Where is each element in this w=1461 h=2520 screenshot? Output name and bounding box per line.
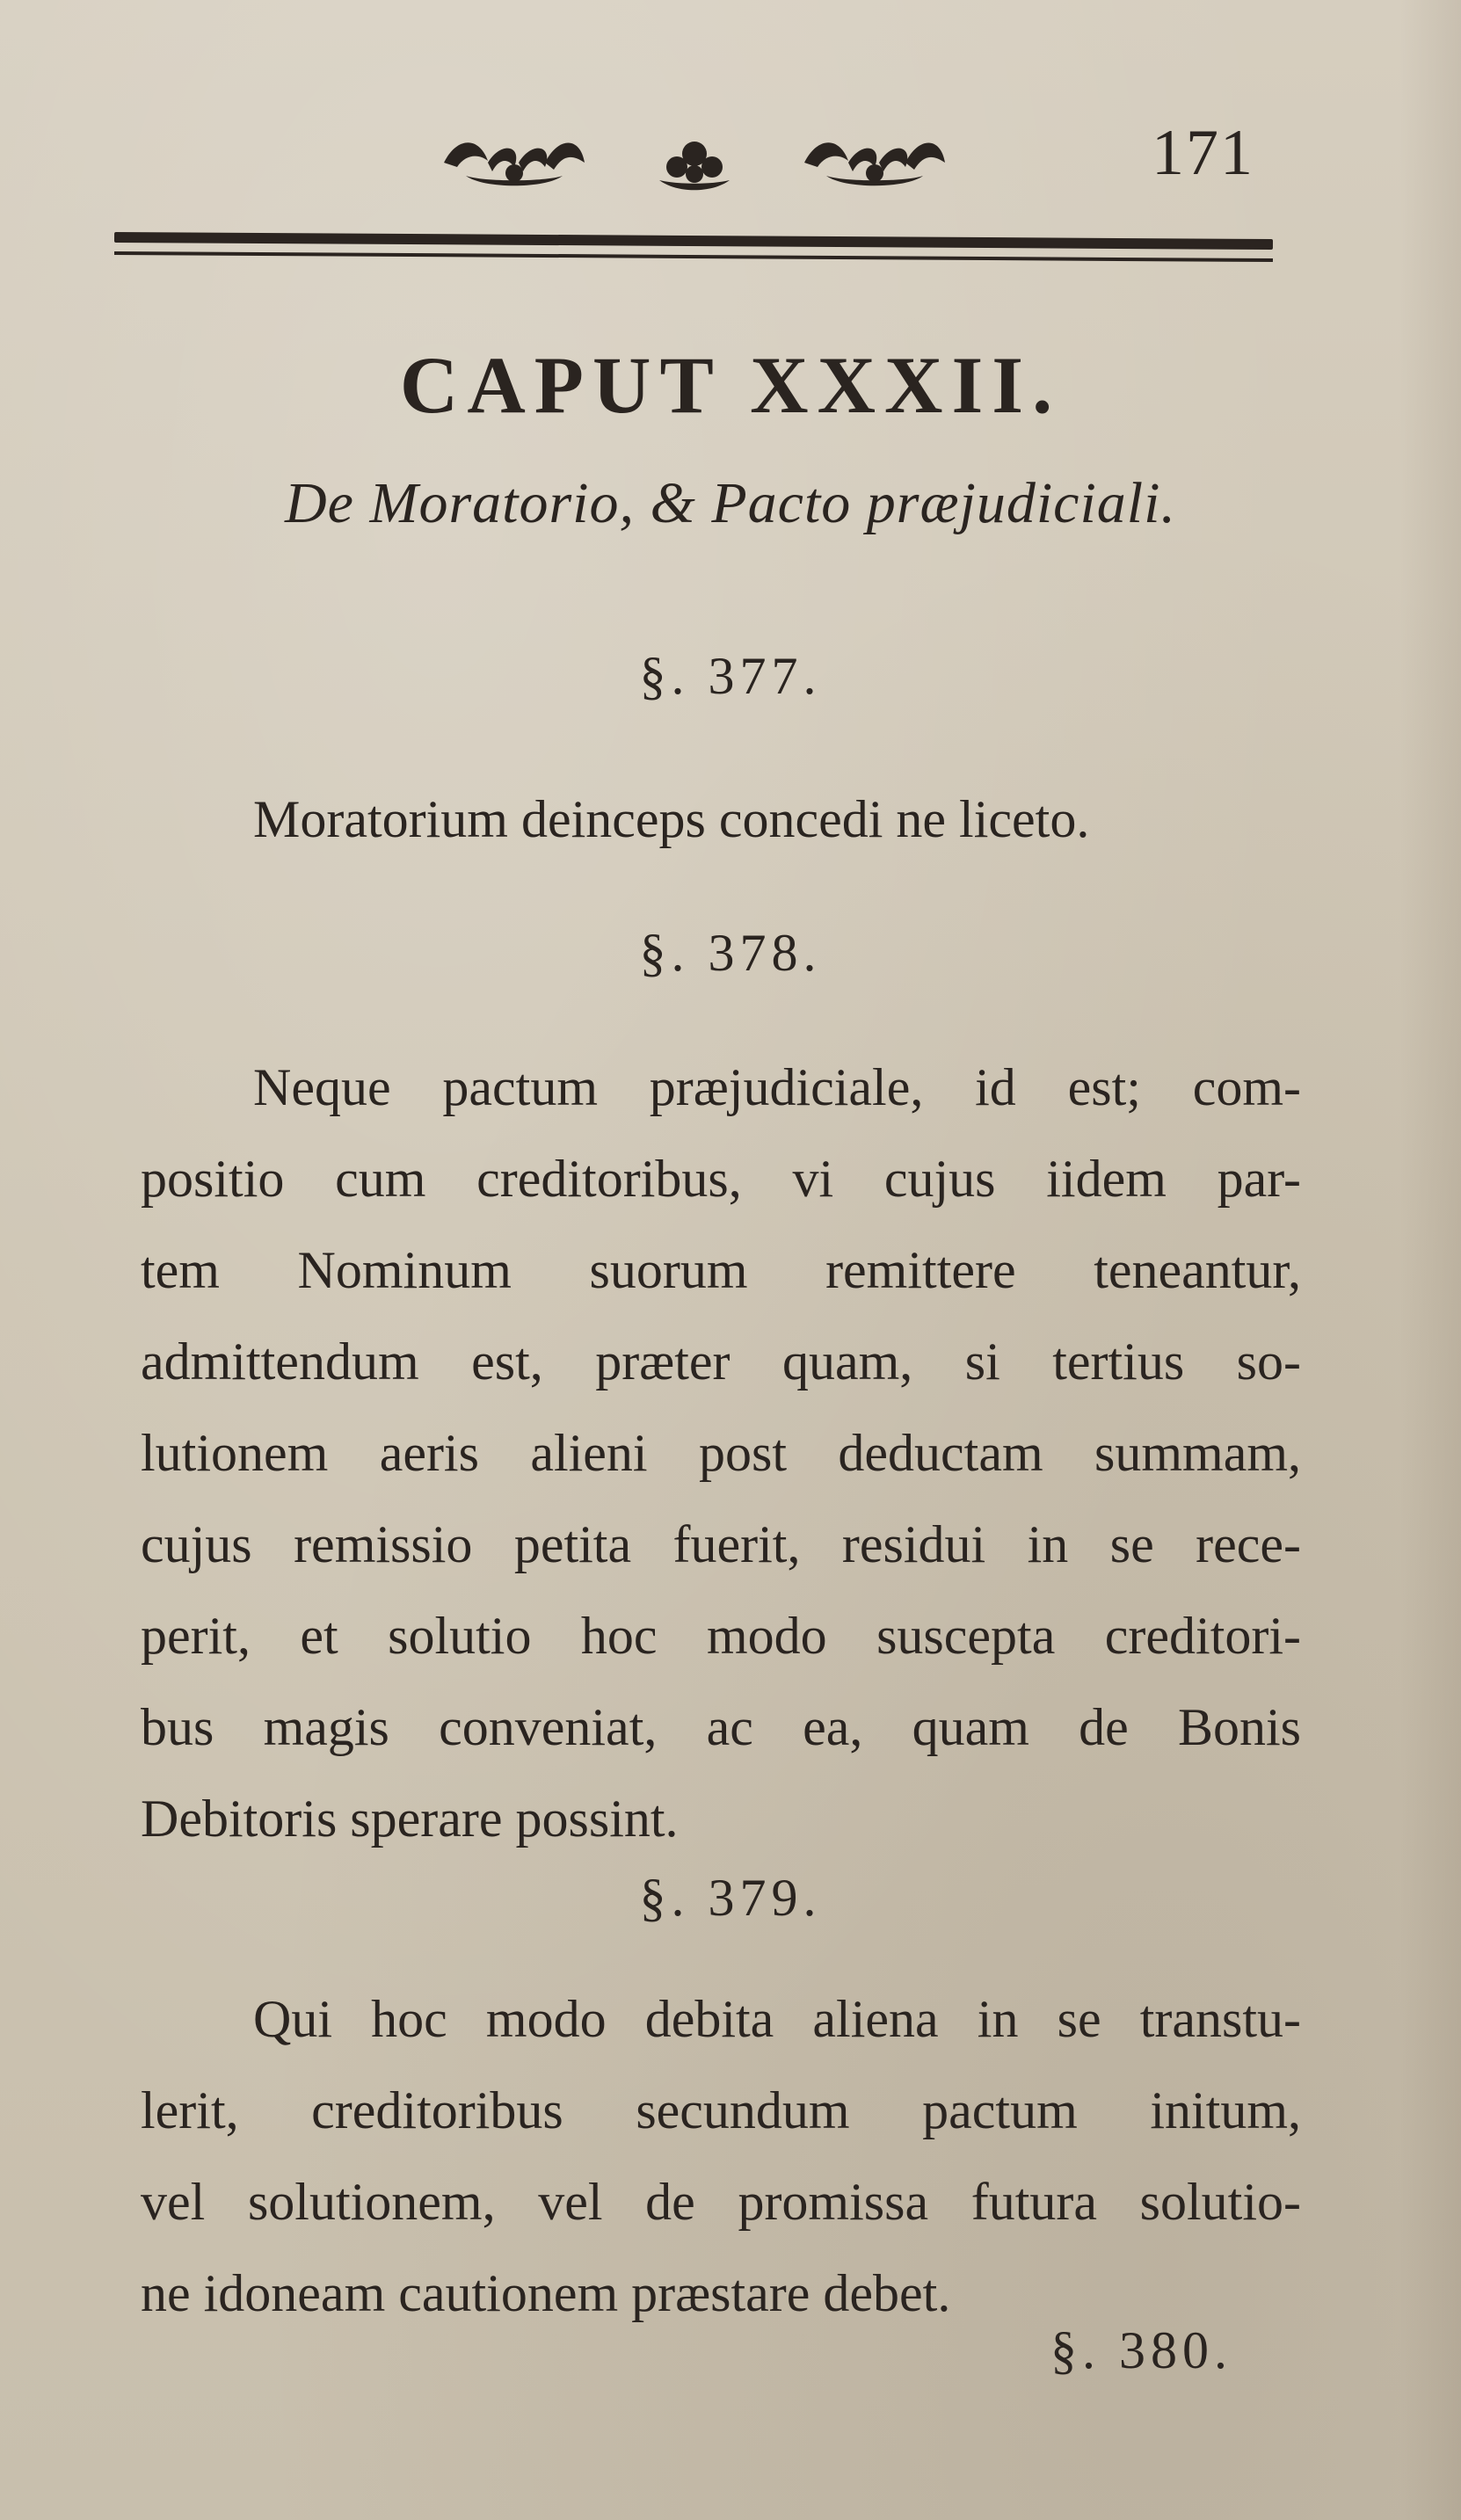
section-mark-379: §. 379. — [639, 1869, 822, 1927]
header-ornament-row — [440, 123, 949, 202]
text-line: bus magis conveniat, ac ea, quam de Bonis — [141, 1698, 1301, 1756]
chapter-subtitle: De Moratorio, & Pacto præjudiciali. — [285, 471, 1176, 535]
text-line: cujus remissio petita fuerit, residui in se rece- — [141, 1515, 1301, 1573]
section-377-text — [141, 773, 1248, 865]
text-line: Qui hoc modo debita aliena in se transtu- — [253, 1990, 1301, 2048]
text-line: tem Nominum suorum remittere teneantur, — [141, 1241, 1301, 1299]
text-line: Neque pactum præjudiciale, id est; com- — [253, 1058, 1301, 1116]
catchword: §. 380. — [1050, 2321, 1232, 2379]
chapter-title: CAPUT XXXII. — [399, 340, 1062, 430]
page-number: 171 — [1152, 117, 1254, 189]
text-line: Debitoris sperare possint. — [141, 1790, 679, 1848]
section-mark-377: §. 377. — [639, 647, 822, 705]
text-line: positio cum creditoribus, vi cujus iidem par- — [141, 1150, 1301, 1208]
text-line: vel solutionem, vel de promissa futura solutio- — [141, 2173, 1301, 2231]
section-378-text — [141, 1042, 1301, 1864]
text-line: ne idoneam cautionem præstare debet. — [141, 2264, 951, 2322]
floral-ornament-icon — [440, 127, 589, 198]
text-line: lutionem aeris alieni post deductam summam, — [141, 1424, 1301, 1482]
rosette-ornament-icon — [651, 132, 738, 193]
header-rule-thin — [114, 251, 1273, 262]
text-line: admittendum est, præter quam, si tertius so- — [141, 1333, 1301, 1391]
section-mark-378: §. 378. — [639, 924, 822, 982]
text-line: lerit, creditoribus secundum pactum initum, — [141, 2081, 1301, 2139]
text-line: Moratorium deinceps concedi ne liceto. — [253, 790, 1090, 848]
header-rule-thick — [114, 232, 1273, 250]
section-379-text — [141, 1973, 1301, 2339]
text-line: perit, et solutio hoc modo suscepta creditori- — [141, 1607, 1301, 1665]
floral-ornament-icon — [800, 127, 949, 198]
